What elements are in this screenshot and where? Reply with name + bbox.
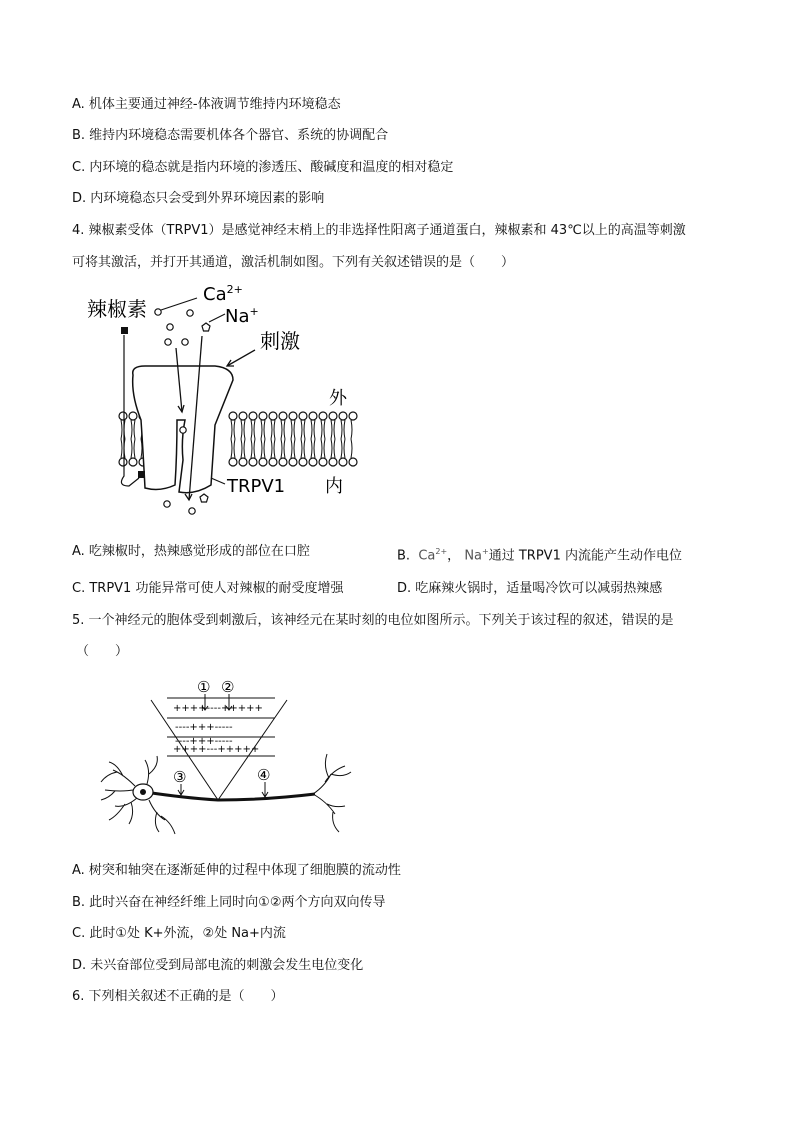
q5-stem-line2: （ ） [76, 644, 129, 659]
nucleus [140, 789, 146, 795]
marker-4: ④ [257, 766, 271, 784]
marker-3: ③ [173, 768, 187, 786]
inside-label: 内 [325, 476, 343, 497]
q4-stem-line1: 4. 辣椒素受体（TRPV1）是感觉神经末梢上的非选择性阳离子通道蛋白，辣椒素和 43℃以上的高温等刺激 [72, 223, 686, 238]
q4-option-c: C. TRPV1 功能异常可使人对辣椒的耐受度增强 [72, 581, 344, 596]
q3-option-d: D. 内环境稳态只会受到外界环境因素的影响 [72, 191, 325, 206]
charge-row-4: ++++---+++++ [173, 744, 260, 755]
trpv1-figure [85, 280, 385, 520]
capsaicin-square-outside [121, 327, 128, 334]
q4-option-d: D. 吃麻辣火锅时，适量喝冷饮可以减弱热辣感 [397, 581, 663, 596]
q5-option-b: B. 此时兴奋在神经纤维上同时向①②两个方向双向传导 [72, 895, 386, 910]
na-pentagon-top [202, 323, 210, 331]
axon [145, 792, 315, 800]
q3-option-b: B. 维持内环境稳态需要机体各个器官、系统的协调配合 [72, 128, 389, 143]
axon-terminals [313, 754, 351, 832]
q5-option-d: D. 未兴奋部位受到局部电流的刺激会发生电位变化 [72, 958, 364, 973]
na-label: Na+ [225, 305, 259, 327]
charge-row-1: ++++----+++++ [173, 703, 263, 714]
marker-1: ① [197, 678, 211, 696]
marker-4-arrow [262, 782, 268, 797]
q4-option-a: A. 吃辣椒时，热辣感觉形成的部位在口腔 [72, 544, 310, 559]
q3-option-a: A. 机体主要通过神经-体液调节维持内环境稳态 [72, 97, 341, 112]
q5-option-c: C. 此时①处 K+外流，②处 Na+内流 [72, 926, 286, 941]
na-label-line [209, 314, 225, 322]
marker-2: ② [221, 678, 235, 696]
q6-stem: 6. 下列相关叙述不正确的是（ ） [72, 989, 284, 1004]
q3-option-c: C. 内环境的稳态就是指内环境的渗透压、酸碱度和温度的相对稳定 [72, 160, 454, 175]
q5-option-a: A. 树突和轴突在逐渐延伸的过程中体现了细胞膜的流动性 [72, 863, 401, 878]
trpv1-label-line [211, 478, 225, 484]
na-pentagon-bottom [200, 494, 208, 502]
charge-row-3: ----+++----- [175, 736, 233, 747]
q5-stem-line1: 5. 一个神经元的胞体受到刺激后，该神经元在某时刻的电位如图所示。下列关于该过程的叙述，错误的是 [72, 613, 674, 628]
capsaicin-label: 辣椒素 [87, 297, 147, 321]
q4-option-b: B. $Ca^{2+}$， Na+通过 TRPV1 内流能产生动作电位 [397, 547, 682, 564]
trpv1-label: TRPV1 [227, 476, 286, 497]
q4-stem-line2: 可将其激活，并打开其通道，激活机制如图。下列有关叙述错误的是（ ） [72, 255, 515, 270]
neuron-figure [95, 674, 355, 846]
outside-label: 外 [329, 388, 347, 409]
ca-label: $Ca^{2+}$ [203, 283, 243, 305]
ca-label-line [161, 298, 197, 310]
capsaicin-square-inside [138, 471, 145, 478]
charge-row-2: ----+++----- [175, 722, 233, 733]
stimulus-label: 刺激 [260, 329, 300, 353]
